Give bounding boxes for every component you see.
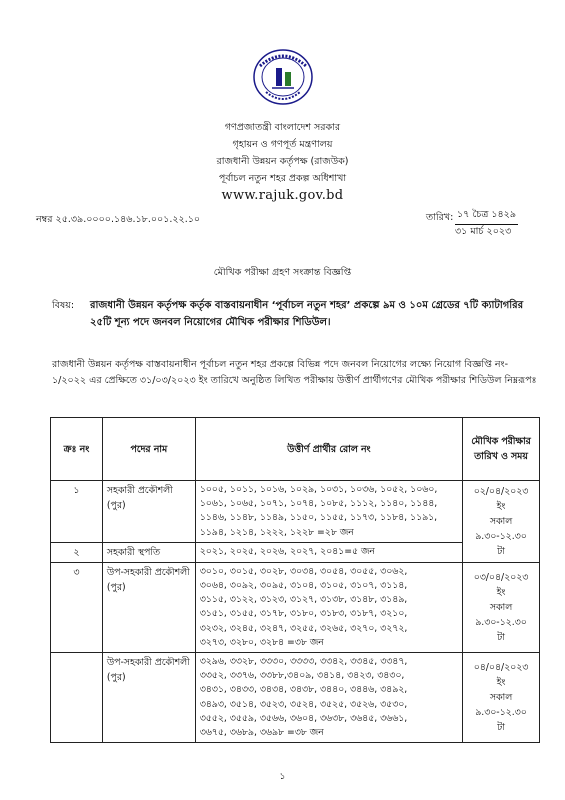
roll-line: ৩২৭৩, ৩২৮০, ৩২৮৪ =৩৮ জন <box>199 636 324 648</box>
row-rolls <box>195 481 462 543</box>
date-english: ৩১ মার্চ ২০২৩ <box>455 226 512 237</box>
row-post: উপ-সহকারী প্রকৌশলী (পুর) <box>102 653 195 743</box>
schedule-date: ০৩/০৪/২০২৩ <box>473 571 529 583</box>
col-header-rolls: উত্তীর্ণ প্রার্থীর রোল নং <box>195 418 462 481</box>
roll-line: ৩২৯৬, ৩৩২৮, ৩৩৩০, ৩৩৩৩, ৩৩৪২, ৩৩৪৫, ৩৩৪৭, <box>199 656 408 668</box>
roll-line: ৩১১৫, ৩১২২, ৩১২৩, ৩১২৭, ৩১৩৮, ৩১৪৮, ৩১৪৯, <box>199 594 408 606</box>
intro-paragraph: রাজধানী উন্নয়ন কর্তৃপক্ষ বাস্তবায়নাধীন পূর্বাচল নতুন শহর প্রকল্পে বিভিন্ন পদে জনবল নিয়োগের লক্ষ্যে নিয়োগ বিজ্ঞপ্তি নং- ১/২০২২ এর প্রেক্ষিতে ৩১/০৩/২০২৩ ইং তারিখে অনুষ্ঠিত লিখিত পরীক্ষায় উত্তীর্ণ প্রার্থীগণের মৌখিক পরীক্ষার শিডিউল নিম্নরূপঃ <box>52 359 537 386</box>
table-header-row <box>51 418 540 481</box>
table-row <box>51 481 540 543</box>
date-label: তারিখ: <box>426 212 454 223</box>
page-number: ১ <box>279 771 286 782</box>
roll-line: ৩২৩২, ৩২৪৫, ৩২৪৭, ৩২৫৫, ৩২৬৫, ৩২৭০, ৩২৭২, <box>199 622 408 634</box>
govt-name: গণপ্রজাতন্ত্রী বাংলাদেশ সরকার <box>224 122 341 133</box>
row-serial: ৩ <box>51 562 103 652</box>
roll-line: ৩৩৫২, ৩৩৭৬, ৩৩৮৮,৩৪০৯, ৩৪১৪, ৩৪২৩, ৩৪৩০, <box>199 670 405 682</box>
roll-line: ১০৬১, ১০৬৫, ১০৭১, ১০৭৪, ১০৮৫, ১১১২, ১১৪০, ১১৪৪, <box>199 498 438 510</box>
rajuk-logo-icon <box>252 48 314 106</box>
row-post: উপ-সহকারী প্রকৌশলী (পুর) <box>102 562 195 652</box>
ministry-name: গৃহায়ন ও গণপূর্ত মন্ত্রণালয় <box>232 139 333 150</box>
schedule-era: ইং <box>496 500 506 512</box>
schedule-period: সকাল <box>489 692 513 704</box>
schedule-time: ৯.৩০-১২.৩০ <box>475 707 527 719</box>
row-post: সহকারী স্থপতি <box>102 542 195 562</box>
schedule-era: ইং <box>496 677 506 689</box>
row-post: সহকারী প্রকৌশলী (পুর) <box>102 481 195 543</box>
row-rolls <box>195 562 462 652</box>
col-header-schedule: মৌখিক পরীক্ষার তারিখ ও সময় <box>463 418 540 481</box>
roll-line: ৩৬৭৫, ৩৬৮৯, ৩৬৯৮ =৩৮ জন <box>199 727 324 739</box>
roll-line: ৩০১০, ৩০১৫, ৩০২৮, ৩০৩৪, ৩০৫৪, ৩০৫৫, ৩০৬২, <box>199 565 408 577</box>
schedule-date: ০৪/০৪/২০২৩ <box>473 662 529 674</box>
schedule-cell <box>463 653 540 743</box>
authority-name: রাজধানী উন্নয়ন কর্তৃপক্ষ (রাজউক) <box>216 156 349 167</box>
row-serial: ২ <box>51 542 103 562</box>
roll-line: ৩৫৫২, ৩৫৫৯, ৩৫৬৬, ৩৬০৪, ৩৬৩৮, ৩৬৪৫, ৩৬৬১, <box>199 712 408 724</box>
roll-line: ৩০৬৪, ৩০৯২, ৩০৯৫, ৩১০৪, ৩১০৫, ৩১০৭, ৩১১৪, <box>199 580 408 592</box>
notice-title: মৌখিক পরীক্ষা গ্রহণ সংক্রান্ত বিজ্ঞপ্তি <box>213 267 352 278</box>
division-name: পূর্বাচল নতুন শহর প্রকল্প অধিশাখা <box>218 173 347 184</box>
roll-line: ১০০৫, ১০১১, ১০১৬, ১০২৯, ১০৩১, ১০৩৬, ১০৫২, ১০৬০, <box>199 484 438 495</box>
subject-label: বিষয়: <box>52 300 75 311</box>
roll-line: ১১৯৪, ১২১৪, ১২২২, ১২২৮ =২৮ জন <box>199 526 354 538</box>
schedule-cell <box>463 562 540 652</box>
schedule-period: সকাল <box>489 515 513 527</box>
schedule-unit: টা <box>497 722 505 734</box>
roll-line: ৩১৫১, ৩১৫৫, ৩১৭৮, ৩১৮০, ৩১৮৩, ৩১৮৭, ৩২১০, <box>199 608 408 620</box>
row-serial: ১ <box>51 481 103 543</box>
schedule-unit: টা <box>497 631 505 643</box>
subject-text: রাজধানী উন্নয়ন কর্তৃপক্ষ কর্তৃক বাস্তবায়নাধীন ‘পূর্বাচল নতুন শহর’ প্রকল্পে ৯ম ও ১০ম গ্রেডের ৭টি ক্যাটাগরির ২৫টি শূন্য পদে জনবল নিয়োগের মৌখিক পরীক্ষার শিডিউল। <box>90 300 524 328</box>
row-rolls <box>195 653 462 743</box>
col-header-post: পদের নাম <box>102 418 195 481</box>
roll-line: ২০২১, ২০২৫, ২০২৬, ২০২৭, ২০৪১=৫ জন <box>199 545 375 557</box>
table-row <box>51 562 540 652</box>
schedule-period: সকাল <box>489 601 513 613</box>
roll-line: ১১৪৬, ১১৪৮, ১১৪৯, ১১৫০, ১১৫৫, ১১৭৩, ১১৮৪, ১১৯১, <box>199 512 438 524</box>
website-link[interactable]: www.rajuk.gov.bd <box>221 188 344 203</box>
roll-line: ৩৪৯৩, ৩৫১৪, ৩৫২৩, ৩৫২৪, ৩৫২৫, ৩৫২৬, ৩৫৩০, <box>199 698 408 710</box>
roll-line: ৩৪৩১, ৩৪৩৩, ৩৪৩৪, ৩৪৩৮, ৩৪৪০, ৩৪৪৬, ৩৪৯২, <box>199 684 408 696</box>
schedule-time: ৯.৩০-১২.৩০ <box>475 616 527 628</box>
row-rolls <box>195 542 462 562</box>
schedule-era: ইং <box>496 586 506 598</box>
row-serial <box>51 653 103 743</box>
schedule-unit: টা <box>497 545 505 557</box>
schedule-cell <box>463 481 540 563</box>
table-row <box>51 653 540 743</box>
schedule-date: ০২/০৪/২০২৩ <box>473 485 529 497</box>
schedule-time: ৯.৩০-১২.৩০ <box>475 530 527 542</box>
memo-number: নম্বর ২৫.৩৯.০০০০.১৪৬.১৮.০০১.২২.১০ <box>36 214 201 225</box>
date-bangla: ১৭ চৈত্র ১৪২৯ <box>455 208 518 225</box>
interview-schedule-table <box>50 417 540 743</box>
col-header-serial: ক্রঃ নং <box>51 418 103 481</box>
